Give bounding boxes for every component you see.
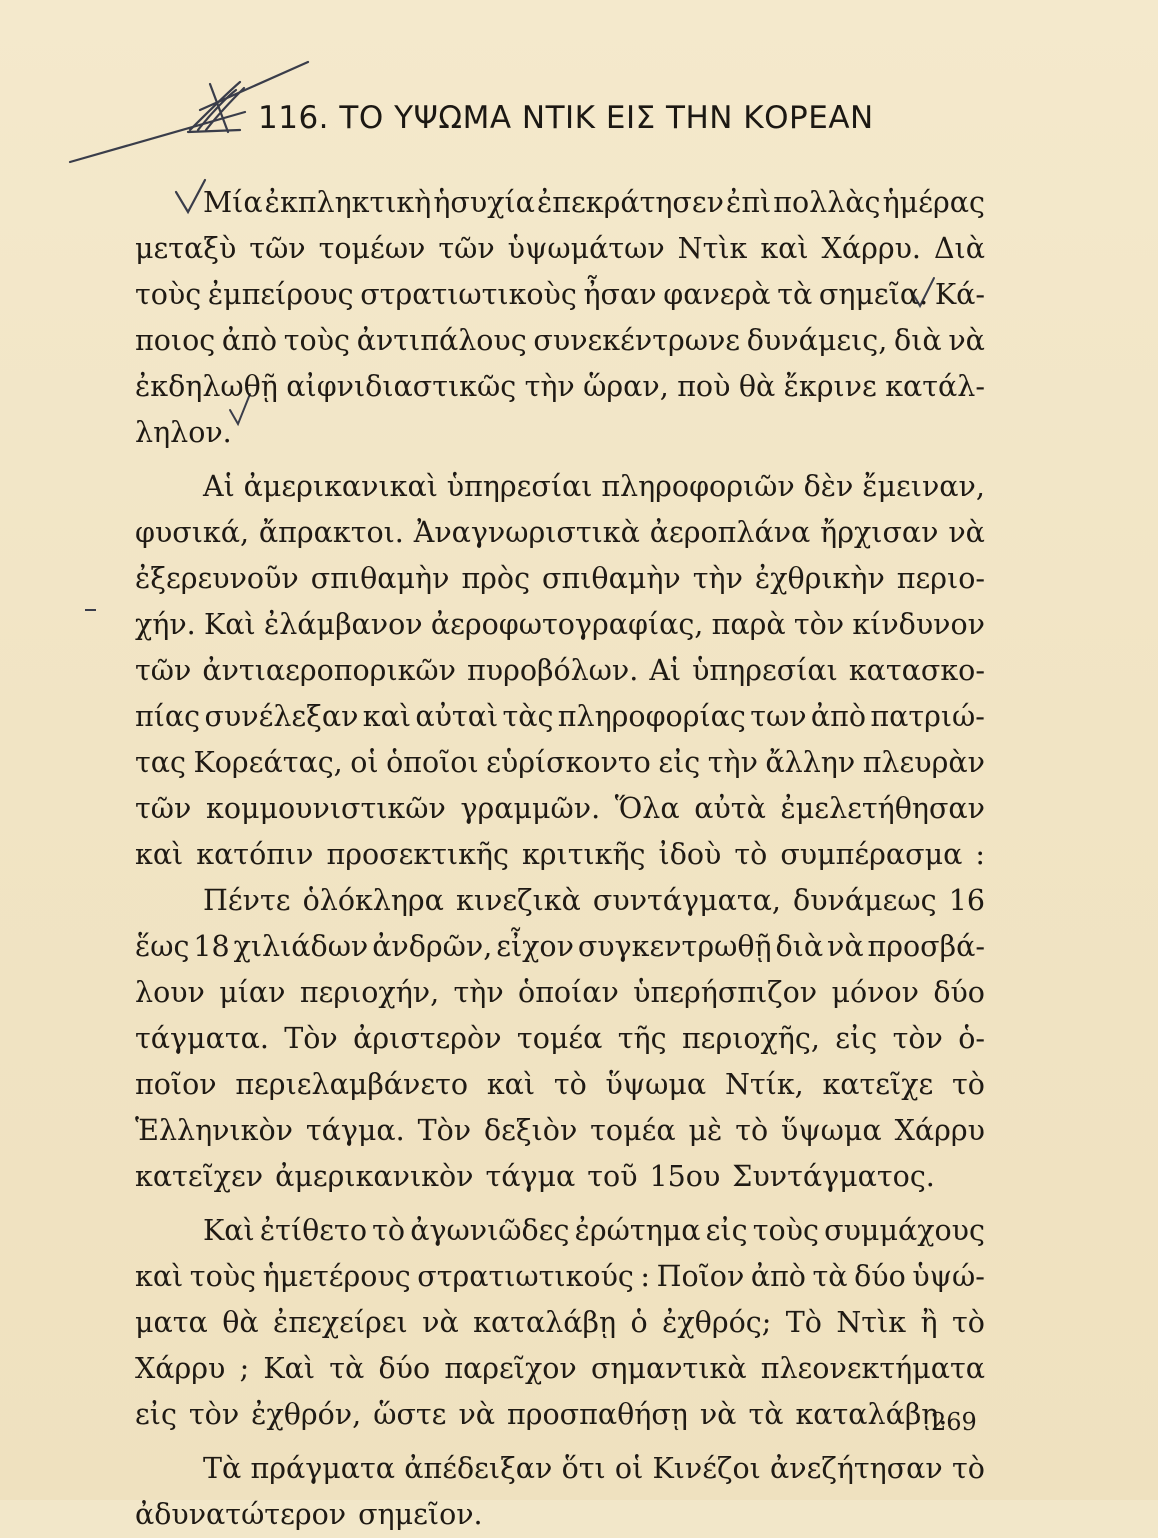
- word: σημεῖα.: [818, 278, 929, 311]
- word: ἐπεχείρει: [273, 1306, 408, 1339]
- text-line: [135, 1492, 985, 1538]
- word: ἐκδηλωθῇ: [135, 370, 278, 403]
- word: μὲ: [688, 1114, 723, 1147]
- word: Ντίκ,: [724, 1068, 804, 1101]
- word: ἦσαν: [583, 278, 657, 311]
- word: των: [750, 700, 807, 733]
- word: διὰ: [894, 324, 942, 357]
- word: Ἀναγνωριστικὰ: [413, 516, 640, 549]
- text-line: [135, 694, 985, 740]
- word: τὸν: [793, 608, 845, 641]
- word: εἰς: [658, 746, 701, 779]
- text-line: [135, 1392, 985, 1438]
- word: διὰ: [775, 930, 824, 963]
- word: δεξιὸν: [483, 1114, 578, 1147]
- word: τὰ: [748, 1398, 784, 1431]
- word: ἀνεζήτησαν: [770, 1452, 943, 1485]
- word: κατεῖχε: [822, 1068, 934, 1101]
- word: καταλάβῃ: [473, 1306, 617, 1339]
- word: ὑψώ-: [912, 1260, 985, 1293]
- word: καὶ: [362, 700, 412, 733]
- word: κριτικῆς: [521, 838, 646, 871]
- word: Ντὶκ: [836, 1306, 907, 1339]
- word: δυνάμεις,: [746, 324, 888, 357]
- word: ὁ-: [958, 1022, 985, 1055]
- word: Αἱ: [649, 654, 682, 687]
- word: ὑπερήσπιζον: [633, 976, 818, 1009]
- word: Πέντε: [203, 884, 291, 917]
- word: ἀντιαεροπορικῶν: [202, 654, 456, 687]
- word: μίαν: [219, 976, 286, 1009]
- word: χιλιάδων: [233, 930, 369, 963]
- text-line: [135, 464, 985, 510]
- word: φυσικά,: [135, 516, 250, 549]
- word: πληροφοριῶν: [601, 470, 795, 503]
- word: ἤρχισαν: [820, 516, 939, 549]
- word: ποιος: [135, 324, 216, 357]
- word: τοὺς: [135, 278, 202, 311]
- word: ὕψωμα: [605, 1068, 707, 1101]
- word: Χάρρυ: [894, 1114, 985, 1147]
- word: αἰφνιδιαστικῶς: [286, 370, 517, 403]
- word: Τὰ: [203, 1452, 242, 1485]
- text-line: [135, 786, 985, 832]
- word: περιελαμβάνετο: [235, 1068, 469, 1101]
- word: περιοχῆς,: [681, 1022, 820, 1055]
- word: Τὸ: [785, 1306, 822, 1339]
- word: ἐπὶ: [726, 186, 772, 219]
- word: περιοχήν,: [299, 976, 440, 1009]
- word: τὸ: [553, 1068, 587, 1101]
- word: ἀεροπλάνα: [649, 516, 811, 549]
- word: ἀνδρῶν,: [372, 930, 493, 963]
- word: ἀμερικανικὸν: [275, 1160, 474, 1193]
- word: Συντάγματος.: [732, 1160, 935, 1193]
- word: ἐξερευνοῦν: [135, 562, 299, 595]
- word: προσπαθήσῃ: [507, 1398, 688, 1431]
- word: Αἱ: [203, 470, 235, 503]
- word: γραμμῶν.: [460, 792, 601, 825]
- word: :: [640, 1260, 651, 1293]
- word: ποῖον: [135, 1068, 217, 1101]
- word: ἐτίθετο: [259, 1214, 367, 1247]
- word: ἀδυνατώτερον: [135, 1498, 347, 1531]
- word: κατασκο-: [848, 654, 985, 687]
- word: 16: [948, 884, 985, 917]
- text-line: [135, 970, 985, 1016]
- word: ἐμπείρους: [207, 278, 354, 311]
- word: ἀπὸ: [750, 1260, 806, 1293]
- word: στρατιωτικούς: [417, 1260, 634, 1293]
- paragraph-5: [135, 1446, 985, 1538]
- word: ἐκπληκτικὴ: [264, 186, 432, 219]
- word: Χάρρυ.: [821, 232, 921, 265]
- word: κομμουνιστικῶν: [206, 792, 446, 825]
- text-line: [135, 1016, 985, 1062]
- word: ἢ: [920, 1306, 938, 1339]
- word: νὰ: [699, 1398, 737, 1431]
- word: τὰς: [502, 700, 554, 733]
- word: στρατιωτικοὺς: [360, 278, 577, 311]
- word: ὁποῖοι: [386, 746, 479, 779]
- word: εἶχον: [496, 930, 574, 963]
- word: τῶν: [249, 232, 306, 265]
- word: συμμάχους: [824, 1214, 985, 1247]
- word: τὴν: [707, 746, 758, 779]
- text-line: [135, 364, 985, 410]
- word: καὶ: [135, 838, 184, 871]
- text-line: [135, 1446, 985, 1492]
- word: τὸν: [892, 1022, 943, 1055]
- text-line: [135, 602, 985, 648]
- word: τοὺς: [283, 324, 350, 357]
- word: νὰ: [948, 516, 985, 549]
- word: Ἑλληνικὸν: [135, 1114, 293, 1147]
- word: ἐμελετήθησαν: [780, 792, 985, 825]
- word: ἀπὸ: [810, 700, 867, 733]
- word: ἀπέδειξαν: [404, 1452, 553, 1485]
- word: πίας: [135, 700, 201, 733]
- word: κατάλ-: [885, 370, 985, 403]
- word: Τὸν: [417, 1114, 472, 1147]
- word: 18: [193, 930, 230, 963]
- word: τὸ: [952, 1068, 985, 1101]
- word: ἐχθρικὴν: [754, 562, 885, 595]
- word: ὕψωμα: [781, 1114, 882, 1147]
- word: ὑψωμάτων: [507, 232, 665, 265]
- word: ἡμέρας: [882, 186, 985, 219]
- word: ;: [239, 1352, 250, 1385]
- word: θὰ: [222, 1306, 259, 1339]
- word: εὑρίσκοντο: [486, 746, 651, 779]
- word: φανερὰ: [663, 278, 771, 311]
- word: τομέων: [318, 232, 426, 265]
- word: καὶ: [135, 1260, 184, 1293]
- word: τάγμα.: [305, 1114, 405, 1147]
- word: τὴν: [453, 976, 504, 1009]
- word: νὰ: [422, 1306, 459, 1339]
- word: τῶν: [438, 232, 495, 265]
- word: δὲν: [803, 470, 854, 503]
- word: τὰ: [812, 1260, 848, 1293]
- text-line: [135, 1346, 985, 1392]
- word: κατόπιν: [196, 838, 314, 871]
- word: τοὺς: [752, 1214, 819, 1247]
- word: ἐχθρόν,: [251, 1398, 362, 1431]
- paragraph-4: [135, 1208, 985, 1438]
- word: οἱ: [614, 1452, 644, 1485]
- word: τὰ: [777, 278, 813, 311]
- word: ἀγωνιῶδες: [410, 1214, 570, 1247]
- text-line: [135, 318, 985, 364]
- word: πυροβόλων.: [467, 654, 639, 687]
- word: ματα: [135, 1306, 208, 1339]
- word: 15ου: [649, 1160, 721, 1193]
- word: ληλον.: [135, 416, 232, 449]
- text-line: [135, 832, 985, 878]
- word: συμπέρασμα: [780, 838, 963, 871]
- word: Μία: [203, 186, 263, 219]
- word: τομέα: [516, 1022, 603, 1055]
- word: εἰς: [835, 1022, 878, 1055]
- text-line: [135, 1254, 985, 1300]
- text-line: [135, 1062, 985, 1108]
- word: τομέα: [590, 1114, 676, 1147]
- word: ἐπεκράτησεν: [536, 186, 724, 219]
- word: εἰς: [705, 1214, 748, 1247]
- text-line: [135, 1300, 985, 1346]
- text-line: [135, 272, 985, 318]
- word: τὸν: [188, 1398, 240, 1431]
- word: ὁλόκληρα: [302, 884, 444, 917]
- word: Κορεάτας,: [193, 746, 343, 779]
- word: τὸ: [734, 838, 768, 871]
- body-text: [135, 180, 985, 1538]
- word: ἔκρινε: [783, 370, 877, 403]
- word: ἔμειναν,: [862, 470, 985, 503]
- chapter-title: 116. ΤΟ ΥΨΩΜΑ ΝΤΙΚ ΕΙΣ ΤΗΝ ΚΟΡΕΑΝ: [258, 100, 874, 136]
- word: ἀντιπάλους: [356, 324, 527, 357]
- word: ὑπηρεσίαι: [692, 654, 838, 687]
- word: συγκεντρωθῇ: [577, 930, 772, 963]
- word: καὶ: [760, 232, 809, 265]
- word: ἐχθρός;: [662, 1306, 772, 1339]
- word: δύο: [854, 1260, 906, 1293]
- word: συνεκέντρωνε: [533, 324, 741, 357]
- word: :: [975, 838, 985, 871]
- paragraph-1: [135, 180, 985, 456]
- word: περιο-: [896, 562, 985, 595]
- word: σπιθαμὴν: [542, 562, 681, 595]
- word: Διὰ: [933, 232, 985, 265]
- word: τὸ: [951, 1306, 985, 1339]
- word: ἄλλην: [765, 746, 856, 779]
- word: τὴν: [524, 370, 575, 403]
- word: ἀπὸ: [221, 324, 278, 357]
- word: τὰ: [329, 1352, 365, 1385]
- text-line: [135, 510, 985, 556]
- word: πρὸς: [461, 562, 531, 595]
- word: πολλὰς: [773, 186, 881, 219]
- word: ἡμετέρους: [262, 1260, 411, 1293]
- word: νὰ: [458, 1398, 496, 1431]
- word: νὰ: [827, 930, 864, 963]
- word: συνέλεξαν: [204, 700, 359, 733]
- word: καταλάβῃ.: [795, 1398, 948, 1431]
- word: νὰ: [948, 324, 985, 357]
- word: δύο: [933, 976, 985, 1009]
- word: Καὶ: [263, 1352, 316, 1385]
- word: ἐρώτημα: [574, 1214, 701, 1247]
- word: τῶν: [135, 654, 192, 687]
- word: χήν.: [135, 608, 196, 641]
- word: οἱ: [350, 746, 379, 779]
- word: τῆς: [617, 1022, 667, 1055]
- word: τάγμα: [485, 1160, 576, 1193]
- word: ὑπηρεσίαι: [446, 470, 593, 503]
- word: πατριώ-: [870, 700, 985, 733]
- text-line: [135, 556, 985, 602]
- text-line: [135, 410, 985, 456]
- paragraph-3: [135, 878, 985, 1200]
- word: ὅτι: [561, 1452, 606, 1485]
- word: τάγματα.: [135, 1022, 269, 1055]
- word: σημεῖον.: [358, 1498, 483, 1531]
- word: παρὰ: [711, 608, 786, 641]
- word: Κά-: [934, 278, 985, 311]
- word: παρεῖχον: [444, 1352, 577, 1385]
- word: Χάρρυ: [135, 1352, 226, 1385]
- page-number: 269: [931, 1408, 977, 1436]
- word: ἄπρακτοι.: [258, 516, 404, 549]
- word: ὥστε: [373, 1398, 447, 1431]
- word: μόνον: [831, 976, 919, 1009]
- word: κινεζικὰ: [456, 884, 581, 917]
- word: Καὶ: [203, 1214, 255, 1247]
- word: τὸ: [372, 1214, 406, 1247]
- word: Καὶ: [203, 608, 256, 641]
- word: ἀμερικανικαὶ: [243, 470, 438, 503]
- word: κατεῖχεν: [135, 1160, 264, 1193]
- word: τὴν: [692, 562, 743, 595]
- word: ἕως: [135, 930, 190, 963]
- word: ἀεροφωτογραφίας,: [430, 608, 704, 641]
- word: ἐλάμβανον: [263, 608, 423, 641]
- word: πληροφορίας: [557, 700, 746, 733]
- word: τοῦ: [587, 1160, 638, 1193]
- text-line: [135, 226, 985, 272]
- word: τὸ: [735, 1114, 769, 1147]
- word: σημαντικὰ: [590, 1352, 747, 1385]
- text-line: [135, 1108, 985, 1154]
- word: ἀριστερὸν: [353, 1022, 502, 1055]
- word: πράγματα: [250, 1452, 396, 1485]
- word: ἰδοὺ: [658, 838, 722, 871]
- text-line: [135, 740, 985, 786]
- word: αὐταὶ: [415, 700, 499, 733]
- word: σπιθαμὴν: [310, 562, 450, 595]
- word: κίνδυνον: [852, 608, 985, 641]
- word: λουν: [135, 976, 205, 1009]
- word: δύο: [378, 1352, 431, 1385]
- word: τοὺς: [189, 1260, 257, 1293]
- word: μεταξὺ: [135, 232, 237, 265]
- word: ποὺ: [677, 370, 731, 403]
- word: προσεκτικῆς: [326, 838, 509, 871]
- word: Ποῖον: [656, 1260, 745, 1293]
- text-line: [135, 648, 985, 694]
- word: προσβά-: [867, 930, 985, 963]
- word: συντάγματα,: [592, 884, 781, 917]
- word: πλευρὰν: [862, 746, 985, 779]
- word: ὁ: [630, 1306, 648, 1339]
- word: ἡσυχία: [433, 186, 535, 219]
- word: τὸ: [951, 1452, 985, 1485]
- word: καὶ: [486, 1068, 536, 1101]
- text-line: [135, 180, 985, 226]
- word: θὰ: [738, 370, 776, 403]
- word: αὐτὰ: [694, 792, 766, 825]
- text-line: [135, 1154, 985, 1200]
- word: Ὅλα: [614, 792, 680, 825]
- text-line: [135, 1208, 985, 1254]
- word: δυνάμεως: [793, 884, 937, 917]
- text-line: [135, 878, 985, 924]
- word: πλεονεκτήματα: [760, 1352, 985, 1385]
- word: εἰς: [135, 1398, 177, 1431]
- text-line: [135, 924, 985, 970]
- word: Κινέζοι: [652, 1452, 761, 1485]
- word: τας: [135, 746, 186, 779]
- word: Τὸν: [284, 1022, 338, 1055]
- paragraph-2: [135, 464, 985, 878]
- word: Ντὶκ: [677, 232, 748, 265]
- word: ὥραν,: [583, 370, 669, 403]
- word: ὁποίαν: [518, 976, 619, 1009]
- word: τῶν: [135, 792, 192, 825]
